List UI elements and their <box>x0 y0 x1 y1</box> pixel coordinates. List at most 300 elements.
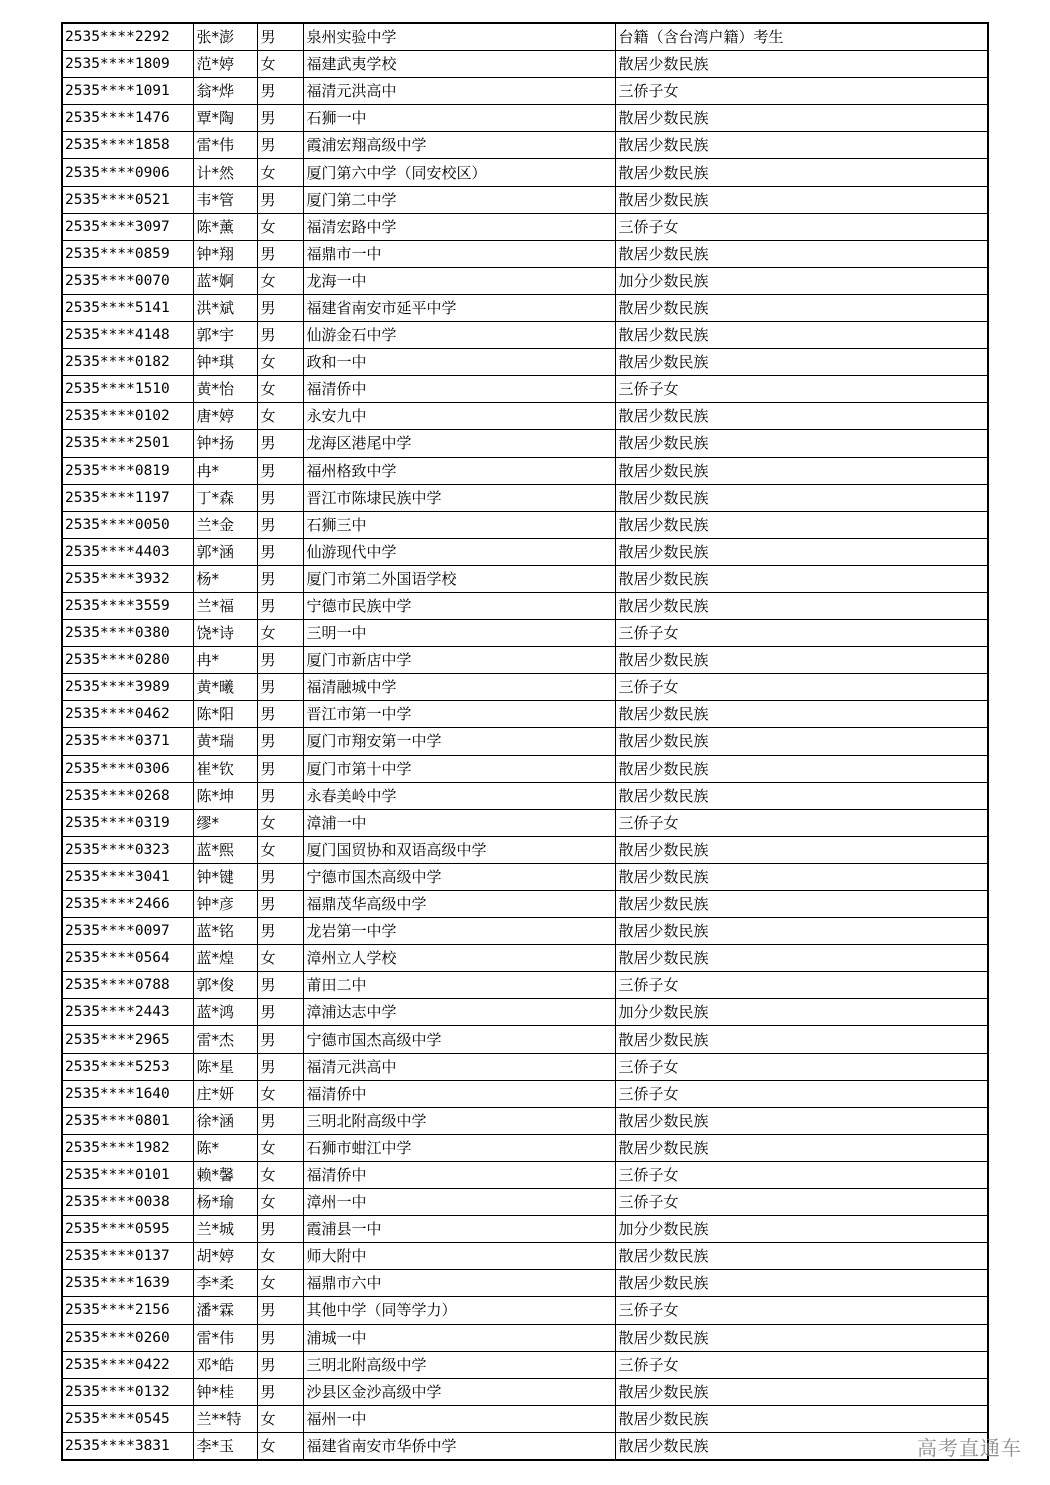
student-name-cell: 雷*杰 <box>193 1026 257 1053</box>
student-name-cell: 陈*阳 <box>193 701 257 728</box>
student-name-cell: 蓝*煌 <box>193 945 257 972</box>
category-cell: 散居少数民族 <box>615 105 988 132</box>
gender-cell: 男 <box>257 1026 303 1053</box>
student-name-cell: 李*玉 <box>193 1432 257 1460</box>
category-cell: 三侨子女 <box>615 213 988 240</box>
gender-cell: 女 <box>257 1243 303 1270</box>
student-name-cell: 赖*馨 <box>193 1161 257 1188</box>
student-name-cell: 郭*涵 <box>193 538 257 565</box>
category-cell: 散居少数民族 <box>615 701 988 728</box>
exam-number-cell: 2535****0380 <box>62 620 193 647</box>
exam-number-cell: 2535****0323 <box>62 836 193 863</box>
school-cell: 福清元洪高中 <box>303 78 615 105</box>
table-row <box>62 213 988 240</box>
table-row <box>62 945 988 972</box>
exam-number-cell: 2535****0070 <box>62 267 193 294</box>
gender-cell: 女 <box>257 349 303 376</box>
table-row <box>62 403 988 430</box>
student-name-cell: 蓝*铭 <box>193 918 257 945</box>
school-cell: 漳浦一中 <box>303 809 615 836</box>
gender-cell: 男 <box>257 1053 303 1080</box>
table-row <box>62 349 988 376</box>
school-cell: 厦门市翔安第一中学 <box>303 728 615 755</box>
school-cell: 晋江市陈埭民族中学 <box>303 484 615 511</box>
gender-cell: 女 <box>257 1405 303 1432</box>
student-name-cell: 蓝*鸿 <box>193 999 257 1026</box>
table-row <box>62 1405 988 1432</box>
gender-cell: 男 <box>257 1351 303 1378</box>
table-row <box>62 1161 988 1188</box>
school-cell: 师大附中 <box>303 1243 615 1270</box>
exam-number-cell: 2535****2443 <box>62 999 193 1026</box>
table-row <box>62 647 988 674</box>
school-cell: 宁德市国杰高级中学 <box>303 1026 615 1053</box>
exam-number-cell: 2535****0132 <box>62 1378 193 1405</box>
school-cell: 仙游金石中学 <box>303 322 615 349</box>
school-cell: 永安九中 <box>303 403 615 430</box>
student-name-cell: 兰*城 <box>193 1216 257 1243</box>
gender-cell: 女 <box>257 267 303 294</box>
student-name-cell: 陈*坤 <box>193 782 257 809</box>
school-cell: 福建省南安市延平中学 <box>303 294 615 321</box>
exam-number-cell: 2535****0280 <box>62 647 193 674</box>
category-cell: 散居少数民族 <box>615 918 988 945</box>
gender-cell: 男 <box>257 78 303 105</box>
school-cell: 福清侨中 <box>303 1080 615 1107</box>
gender-cell: 女 <box>257 620 303 647</box>
exam-number-cell: 2535****0801 <box>62 1107 193 1134</box>
school-cell: 厦门第六中学（同安校区） <box>303 159 615 186</box>
school-cell: 福鼎市一中 <box>303 240 615 267</box>
student-name-cell: 杨* <box>193 565 257 592</box>
student-name-cell: 翁*烨 <box>193 78 257 105</box>
category-cell: 三侨子女 <box>615 78 988 105</box>
category-cell: 散居少数民族 <box>615 1026 988 1053</box>
category-cell: 散居少数民族 <box>615 836 988 863</box>
gender-cell: 女 <box>257 1189 303 1216</box>
student-name-cell: 徐*涵 <box>193 1107 257 1134</box>
table-row <box>62 457 988 484</box>
table-row <box>62 23 988 51</box>
school-cell: 宁德市国杰高级中学 <box>303 863 615 890</box>
gender-cell: 男 <box>257 1378 303 1405</box>
exam-number-cell: 2535****1091 <box>62 78 193 105</box>
exam-number-cell: 2535****4148 <box>62 322 193 349</box>
student-name-cell: 崔*钦 <box>193 755 257 782</box>
table-row <box>62 782 988 809</box>
student-roster-table <box>61 22 989 1461</box>
school-cell: 霞浦县一中 <box>303 1216 615 1243</box>
gender-cell: 男 <box>257 674 303 701</box>
school-cell: 福建省南安市华侨中学 <box>303 1432 615 1460</box>
gender-cell: 男 <box>257 457 303 484</box>
school-cell: 晋江市第一中学 <box>303 701 615 728</box>
school-cell: 仙游现代中学 <box>303 538 615 565</box>
school-cell: 三明北附高级中学 <box>303 1107 615 1134</box>
exam-number-cell: 2535****1476 <box>62 105 193 132</box>
school-cell: 福州一中 <box>303 1405 615 1432</box>
school-cell: 政和一中 <box>303 349 615 376</box>
category-cell: 加分少数民族 <box>615 1216 988 1243</box>
table-row <box>62 1080 988 1107</box>
student-name-cell: 庄*妍 <box>193 1080 257 1107</box>
student-name-cell: 钟*键 <box>193 863 257 890</box>
gender-cell: 男 <box>257 1324 303 1351</box>
student-name-cell: 郭*宇 <box>193 322 257 349</box>
table-row <box>62 186 988 213</box>
category-cell: 散居少数民族 <box>615 863 988 890</box>
student-name-cell: 陈* <box>193 1134 257 1161</box>
gender-cell: 男 <box>257 23 303 51</box>
table-row <box>62 1134 988 1161</box>
exam-number-cell: 2535****0137 <box>62 1243 193 1270</box>
gender-cell: 女 <box>257 836 303 863</box>
school-cell: 厦门市第十中学 <box>303 755 615 782</box>
school-cell: 漳州一中 <box>303 1189 615 1216</box>
table-row <box>62 809 988 836</box>
category-cell: 三侨子女 <box>615 1053 988 1080</box>
school-cell: 石狮市蚶江中学 <box>303 1134 615 1161</box>
category-cell: 散居少数民族 <box>615 565 988 592</box>
school-cell: 福鼎市六中 <box>303 1270 615 1297</box>
table-row <box>62 1324 988 1351</box>
exam-number-cell: 2535****1197 <box>62 484 193 511</box>
category-cell: 散居少数民族 <box>615 186 988 213</box>
table-row <box>62 863 988 890</box>
gender-cell: 女 <box>257 1134 303 1161</box>
table-row <box>62 484 988 511</box>
school-cell: 福鼎茂华高级中学 <box>303 891 615 918</box>
category-cell: 散居少数民族 <box>615 1270 988 1297</box>
gender-cell: 男 <box>257 322 303 349</box>
roster-body <box>62 23 988 1460</box>
exam-number-cell: 2535****1639 <box>62 1270 193 1297</box>
exam-number-cell: 2535****2501 <box>62 430 193 457</box>
exam-number-cell: 2535****0595 <box>62 1216 193 1243</box>
table-row <box>62 728 988 755</box>
table-row <box>62 1243 988 1270</box>
gender-cell: 男 <box>257 647 303 674</box>
table-row <box>62 538 988 565</box>
school-cell: 泉州实验中学 <box>303 23 615 51</box>
exam-number-cell: 2535****0097 <box>62 918 193 945</box>
gender-cell: 男 <box>257 565 303 592</box>
school-cell: 宁德市民族中学 <box>303 592 615 619</box>
gender-cell: 女 <box>257 213 303 240</box>
category-cell: 散居少数民族 <box>615 891 988 918</box>
school-cell: 福清融城中学 <box>303 674 615 701</box>
student-name-cell: 钟*扬 <box>193 430 257 457</box>
exam-number-cell: 2535****0819 <box>62 457 193 484</box>
table-row <box>62 1270 988 1297</box>
exam-number-cell: 2535****0268 <box>62 782 193 809</box>
category-cell: 散居少数民族 <box>615 430 988 457</box>
exam-number-cell: 2535****0906 <box>62 159 193 186</box>
gender-cell: 男 <box>257 972 303 999</box>
student-name-cell: 陈*薰 <box>193 213 257 240</box>
category-cell: 散居少数民族 <box>615 945 988 972</box>
student-name-cell: 钟*彦 <box>193 891 257 918</box>
category-cell: 散居少数民族 <box>615 51 988 78</box>
school-cell: 福清侨中 <box>303 1161 615 1188</box>
exam-number-cell: 2535****3831 <box>62 1432 193 1460</box>
student-name-cell: 陈*星 <box>193 1053 257 1080</box>
table-row <box>62 565 988 592</box>
student-name-cell: 兰*福 <box>193 592 257 619</box>
table-row <box>62 430 988 457</box>
table-row <box>62 51 988 78</box>
category-cell: 三侨子女 <box>615 809 988 836</box>
student-name-cell: 黄*曦 <box>193 674 257 701</box>
table-row <box>62 132 988 159</box>
gender-cell: 男 <box>257 484 303 511</box>
gender-cell: 女 <box>257 403 303 430</box>
exam-number-cell: 2535****4403 <box>62 538 193 565</box>
school-cell: 浦城一中 <box>303 1324 615 1351</box>
table-row <box>62 1351 988 1378</box>
exam-number-cell: 2535****0319 <box>62 809 193 836</box>
school-cell: 福清元洪高中 <box>303 1053 615 1080</box>
student-name-cell: 雷*伟 <box>193 132 257 159</box>
gender-cell: 男 <box>257 132 303 159</box>
category-cell: 散居少数民族 <box>615 457 988 484</box>
exam-number-cell: 2535****5253 <box>62 1053 193 1080</box>
gender-cell: 女 <box>257 809 303 836</box>
exam-number-cell: 2535****1510 <box>62 376 193 403</box>
school-cell: 三明一中 <box>303 620 615 647</box>
exam-number-cell: 2535****0521 <box>62 186 193 213</box>
category-cell: 三侨子女 <box>615 1161 988 1188</box>
category-cell: 散居少数民族 <box>615 349 988 376</box>
category-cell: 散居少数民族 <box>615 159 988 186</box>
category-cell: 散居少数民族 <box>615 1243 988 1270</box>
school-cell: 福建武夷学校 <box>303 51 615 78</box>
gender-cell: 女 <box>257 1080 303 1107</box>
category-cell: 三侨子女 <box>615 376 988 403</box>
category-cell: 三侨子女 <box>615 1351 988 1378</box>
gender-cell: 男 <box>257 430 303 457</box>
exam-number-cell: 2535****0038 <box>62 1189 193 1216</box>
category-cell: 散居少数民族 <box>615 1432 988 1460</box>
category-cell: 散居少数民族 <box>615 592 988 619</box>
exam-number-cell: 2535****1809 <box>62 51 193 78</box>
school-cell: 厦门国贸协和双语高级中学 <box>303 836 615 863</box>
table-row <box>62 1378 988 1405</box>
exam-number-cell: 2535****5141 <box>62 294 193 321</box>
exam-number-cell: 2535****1858 <box>62 132 193 159</box>
exam-number-cell: 2535****0371 <box>62 728 193 755</box>
category-cell: 散居少数民族 <box>615 1378 988 1405</box>
table-row <box>62 1026 988 1053</box>
student-name-cell: 唐*婷 <box>193 403 257 430</box>
exam-number-cell: 2535****0462 <box>62 701 193 728</box>
gender-cell: 男 <box>257 999 303 1026</box>
gender-cell: 女 <box>257 1270 303 1297</box>
exam-number-cell: 2535****0788 <box>62 972 193 999</box>
school-cell: 龙岩第一中学 <box>303 918 615 945</box>
watermark-text: 高考直通车 <box>917 1436 1022 1460</box>
table-row <box>62 972 988 999</box>
gender-cell: 男 <box>257 186 303 213</box>
student-name-cell: 黄*瑞 <box>193 728 257 755</box>
student-name-cell: 计*然 <box>193 159 257 186</box>
gender-cell: 男 <box>257 1216 303 1243</box>
student-name-cell: 钟*琪 <box>193 349 257 376</box>
table-row <box>62 1216 988 1243</box>
category-cell: 散居少数民族 <box>615 728 988 755</box>
student-name-cell: 钟*翔 <box>193 240 257 267</box>
student-name-cell: 蓝*婀 <box>193 267 257 294</box>
school-cell: 龙海一中 <box>303 267 615 294</box>
category-cell: 散居少数民族 <box>615 1134 988 1161</box>
student-name-cell: 潘*霖 <box>193 1297 257 1324</box>
student-name-cell: 兰*金 <box>193 511 257 538</box>
category-cell: 散居少数民族 <box>615 647 988 674</box>
category-cell: 散居少数民族 <box>615 755 988 782</box>
table-row <box>62 294 988 321</box>
gender-cell: 男 <box>257 105 303 132</box>
table-row <box>62 511 988 538</box>
table-row <box>62 1297 988 1324</box>
category-cell: 散居少数民族 <box>615 782 988 809</box>
exam-number-cell: 2535****2156 <box>62 1297 193 1324</box>
gender-cell: 男 <box>257 240 303 267</box>
gender-cell: 女 <box>257 159 303 186</box>
school-cell: 福清侨中 <box>303 376 615 403</box>
student-name-cell: 钟*桂 <box>193 1378 257 1405</box>
table-row <box>62 592 988 619</box>
table-row <box>62 918 988 945</box>
student-name-cell: 覃*陶 <box>193 105 257 132</box>
gender-cell: 男 <box>257 755 303 782</box>
category-cell: 加分少数民族 <box>615 999 988 1026</box>
exam-number-cell: 2535****0422 <box>62 1351 193 1378</box>
table-row <box>62 674 988 701</box>
gender-cell: 女 <box>257 1432 303 1460</box>
gender-cell: 男 <box>257 538 303 565</box>
gender-cell: 男 <box>257 782 303 809</box>
exam-number-cell: 2535****1982 <box>62 1134 193 1161</box>
school-cell: 石狮一中 <box>303 105 615 132</box>
school-cell: 厦门第二中学 <box>303 186 615 213</box>
exam-number-cell: 2535****0182 <box>62 349 193 376</box>
school-cell: 龙海区港尾中学 <box>303 430 615 457</box>
gender-cell: 女 <box>257 1161 303 1188</box>
school-cell: 福清宏路中学 <box>303 213 615 240</box>
gender-cell: 男 <box>257 294 303 321</box>
table-row <box>62 78 988 105</box>
table-row <box>62 999 988 1026</box>
school-cell: 其他中学（同等学力） <box>303 1297 615 1324</box>
student-name-cell: 胡*婷 <box>193 1243 257 1270</box>
table-row <box>62 322 988 349</box>
category-cell: 三侨子女 <box>615 972 988 999</box>
student-name-cell: 丁*森 <box>193 484 257 511</box>
exam-number-cell: 2535****0260 <box>62 1324 193 1351</box>
student-name-cell: 邓*皓 <box>193 1351 257 1378</box>
exam-number-cell: 2535****1640 <box>62 1080 193 1107</box>
exam-number-cell: 2535****2292 <box>62 23 193 51</box>
gender-cell: 男 <box>257 728 303 755</box>
school-cell: 莆田二中 <box>303 972 615 999</box>
gender-cell: 女 <box>257 51 303 78</box>
category-cell: 三侨子女 <box>615 1297 988 1324</box>
gender-cell: 女 <box>257 376 303 403</box>
gender-cell: 男 <box>257 592 303 619</box>
exam-number-cell: 2535****3559 <box>62 592 193 619</box>
exam-number-cell: 2535****3097 <box>62 213 193 240</box>
student-name-cell: 蓝*熙 <box>193 836 257 863</box>
student-name-cell: 韦*管 <box>193 186 257 213</box>
student-name-cell: 黄*怡 <box>193 376 257 403</box>
student-name-cell: 雷*伟 <box>193 1324 257 1351</box>
school-cell: 霞浦宏翔高级中学 <box>303 132 615 159</box>
school-cell: 漳州立人学校 <box>303 945 615 972</box>
table-row <box>62 1189 988 1216</box>
exam-number-cell: 2535****0545 <box>62 1405 193 1432</box>
exam-number-cell: 2535****2965 <box>62 1026 193 1053</box>
school-cell: 沙县区金沙高级中学 <box>303 1378 615 1405</box>
category-cell: 三侨子女 <box>615 1080 988 1107</box>
exam-number-cell: 2535****0859 <box>62 240 193 267</box>
table-row <box>62 159 988 186</box>
student-name-cell: 兰**特 <box>193 1405 257 1432</box>
table-row <box>62 1432 988 1460</box>
exam-number-cell: 2535****0564 <box>62 945 193 972</box>
school-cell: 福州格致中学 <box>303 457 615 484</box>
category-cell: 台籍（含台湾户籍）考生 <box>615 23 988 51</box>
gender-cell: 男 <box>257 891 303 918</box>
student-name-cell: 杨*瑜 <box>193 1189 257 1216</box>
gender-cell: 男 <box>257 511 303 538</box>
category-cell: 三侨子女 <box>615 674 988 701</box>
category-cell: 加分少数民族 <box>615 267 988 294</box>
category-cell: 三侨子女 <box>615 1189 988 1216</box>
category-cell: 三侨子女 <box>615 620 988 647</box>
table-row <box>62 105 988 132</box>
category-cell: 散居少数民族 <box>615 538 988 565</box>
student-name-cell: 洪*斌 <box>193 294 257 321</box>
student-name-cell: 冉* <box>193 647 257 674</box>
gender-cell: 男 <box>257 863 303 890</box>
category-cell: 散居少数民族 <box>615 1324 988 1351</box>
table-row <box>62 891 988 918</box>
student-name-cell: 缪* <box>193 809 257 836</box>
table-row <box>62 376 988 403</box>
table-row <box>62 240 988 267</box>
exam-number-cell: 2535****3041 <box>62 863 193 890</box>
table-row <box>62 267 988 294</box>
student-name-cell: 冉* <box>193 457 257 484</box>
school-cell: 厦门市新店中学 <box>303 647 615 674</box>
table-row <box>62 620 988 647</box>
student-name-cell: 饶*诗 <box>193 620 257 647</box>
exam-number-cell: 2535****3932 <box>62 565 193 592</box>
gender-cell: 男 <box>257 1107 303 1134</box>
gender-cell: 男 <box>257 1297 303 1324</box>
school-cell: 石狮三中 <box>303 511 615 538</box>
school-cell: 永春美岭中学 <box>303 782 615 809</box>
category-cell: 散居少数民族 <box>615 1405 988 1432</box>
category-cell: 散居少数民族 <box>615 403 988 430</box>
gender-cell: 男 <box>257 701 303 728</box>
gender-cell: 女 <box>257 945 303 972</box>
gender-cell: 男 <box>257 918 303 945</box>
school-cell: 三明北附高级中学 <box>303 1351 615 1378</box>
exam-number-cell: 2535****0050 <box>62 511 193 538</box>
school-cell: 厦门市第二外国语学校 <box>303 565 615 592</box>
student-name-cell: 郭*俊 <box>193 972 257 999</box>
